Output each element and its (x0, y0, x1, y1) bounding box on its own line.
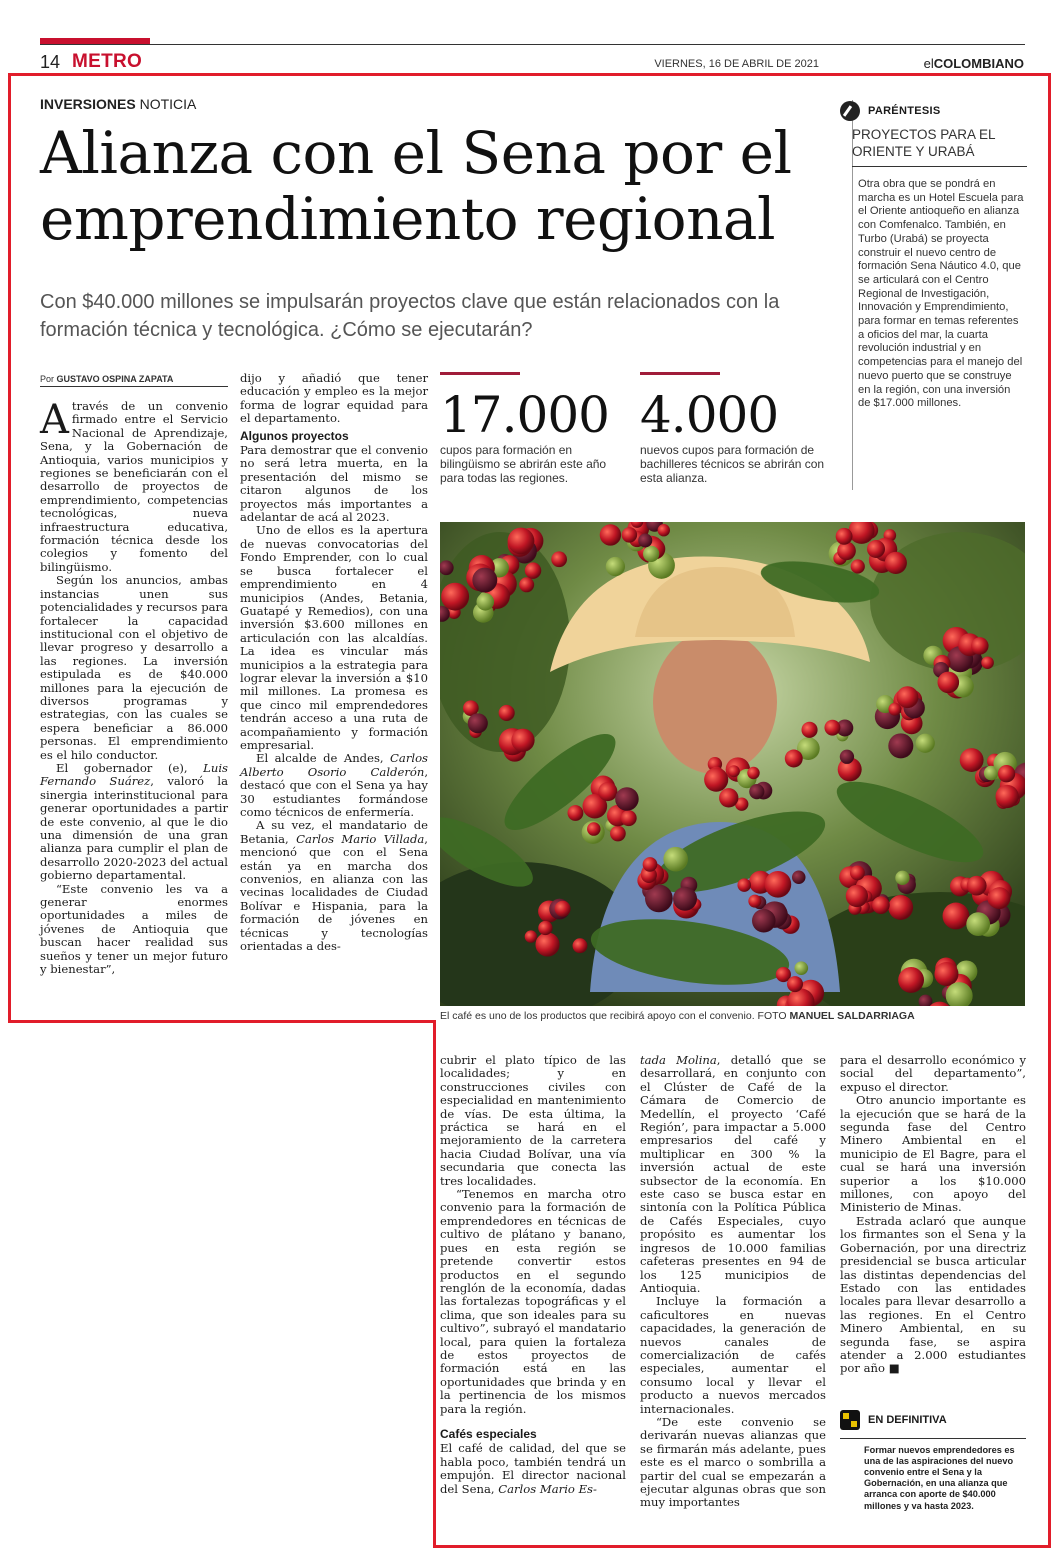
paragraph (40, 397, 228, 574)
paragraph: dijo y añadió que tener educación y empleo es la mejor forma de lograr equidad para el departamento. (240, 371, 428, 426)
coffee-cherry (898, 967, 924, 993)
article-column-1 (40, 397, 228, 977)
coffee-cherry (787, 976, 803, 992)
coffee-cherry (472, 568, 497, 593)
article-column-4 (640, 1054, 826, 1510)
coffee-cherry (867, 540, 885, 558)
article-headline: Alianza con el Sena por el emprendimiento regional (40, 119, 792, 253)
coffee-cherry (966, 912, 990, 936)
stat-number: 4.000 (640, 386, 779, 444)
page-number: 14 (40, 52, 61, 72)
coffee-cherry (511, 729, 534, 752)
coffee-cherry (749, 784, 764, 799)
coffee-cherry (728, 765, 740, 777)
paragraph (840, 1215, 1026, 1376)
coffee-cherry (621, 810, 637, 826)
stat-block (640, 372, 825, 485)
article-column-5 (840, 1054, 1026, 1376)
paragraph (40, 762, 228, 883)
coffee-cherry (888, 703, 901, 716)
coffee-cherry (476, 593, 494, 611)
pen-icon (840, 101, 860, 121)
paragraph: Incluye la formación a caficultores en nuevas capacidades, la generación de nuevos canales de comercialización de cafés especiales, aumentar el consumo local y llevar el producto a nuevos mercados internacionales. (640, 1294, 826, 1416)
coffee-cherry (792, 870, 806, 884)
person-face (653, 630, 777, 774)
coffee-cherry (840, 750, 854, 764)
coffee-cherry (885, 552, 907, 574)
person-name: tada Molina (640, 1053, 717, 1067)
coffee-cherry (719, 788, 738, 807)
coffee-cherry (525, 562, 541, 578)
subhead: Algunos proyectos (240, 428, 349, 443)
byline-rule (40, 386, 228, 387)
checker-icon (840, 1410, 860, 1430)
coffee-cherry (851, 559, 865, 573)
en-definitiva-box (840, 1409, 1026, 1512)
article-deck: Con $40.000 millones se impulsarán proyectos clave que están relacionados con la formación técnica y tecnológica. ¿Cómo se ejecutarán? (40, 291, 780, 341)
coffee-cherry (872, 896, 890, 914)
coffee-cherry (846, 885, 868, 907)
coffee-cherry (638, 533, 652, 547)
coffee-cherry (748, 895, 761, 908)
byline (40, 374, 173, 384)
en-definitiva-rule (840, 1438, 1026, 1439)
coffee-cherry (794, 961, 808, 975)
coffee-cherry (981, 656, 994, 669)
paragraph (440, 1442, 626, 1496)
sidebar-header (840, 100, 1030, 121)
paragraph-text: El café de calidad, del que se habla poco, también tendrá un empujón. El director nacional del Sena, (440, 1441, 626, 1496)
person-name: Carlos Mario Villada (296, 831, 425, 846)
paragraph: Otro anuncio importante es la ejecución que se hará de la segunda fase del Centro Minero Ambiental en el municipio de El Bagre, para el cual se hará una inversión superior a los $10.000 millones, con apoyo del Ministerio de Minas. (840, 1093, 1026, 1215)
section-name: METRO (72, 51, 143, 72)
stat-bar (640, 372, 720, 375)
coffee-cherry (587, 822, 601, 836)
article-column-2 (240, 372, 428, 953)
coffee-cherry (836, 528, 853, 545)
paragraph-text: , mencionó que con el Sena están ya en marcha dos convenios, en alianza con las vecinas localidades de Ciudad Bolívar e Hispania, para la formación de jóvenes en técnicas y tecnologías orientadas a des- (240, 831, 428, 954)
en-definitiva-label: EN DEFINITIVA (868, 1413, 947, 1426)
coffee-cherry (468, 713, 488, 733)
newspaper-prefix: el (923, 56, 934, 71)
paragraph-text: Estrada aclaró que aunque los firmantes son el Sena y la Gobernación, por una directriz presidencial se busca articular las distintas dependencias del Estado con las entidades locales para llevar desarrollo a las regiones. En el Centro Minero Ambiental, en su segunda fase, se aspira atender a 2.000 estudiantes por año (840, 1213, 1026, 1376)
stat-number: 17.000 (440, 386, 609, 444)
coffee-cherry (610, 826, 626, 842)
coffee-cherry (600, 524, 621, 545)
coffee-cherry (673, 887, 697, 911)
coffee-cherry (606, 557, 625, 576)
sidebar-text: Otra obra que se pondrá en marcha es un Hotel Escuela para el Oriente antioqueño en alianza con Comfenalco. También, en Turbo (Urabá) se proyecta construir el nuevo centro de formación Sena Náutico 4.0, que se articulará con el Centro Regional de Investigación, Innovación y Emprendimiento, para formar en temas referentes a oficios del mar, la cuarta revolución industrial y en competencias para el manejo del nuevo puerto que se construye en la región, con una inversión de $17.000 millones. (858, 178, 1024, 410)
byline-prefix: Por (40, 374, 57, 384)
coffee-cherry (568, 805, 584, 821)
paragraph-text: El alcalde de Andes, (256, 751, 391, 766)
coffee-cherry (525, 930, 537, 942)
coffee-cherry (615, 787, 639, 811)
paragraph (240, 752, 428, 819)
coffee-cherry (785, 750, 803, 768)
coffee-cherry (551, 551, 567, 567)
article-column-3 (440, 1054, 626, 1496)
stat-description: cupos para formación en bilingüismo se abrirán este año para todas las regiones. (440, 443, 607, 485)
coffee-cherry (519, 577, 534, 592)
paragraph: Según los anuncios, ambas instancias unen sus potencialidades y recursos para fortalecer la capacidad institucional con el objetivo de llevar progreso y desarrollo a las regiones. La inversión estipulada es de $40.000 millones para la ejecución de diversos programas y estrategias, con las cuales se espera beneficiar a 86.000 personas. El emprendimiento es el hilo conductor. (40, 573, 228, 762)
photo-credit: MANUEL SALDARRIAGA (789, 1010, 915, 1022)
kicker-section: INVERSIONES (40, 96, 136, 112)
paragraph: “Tenemos en marcha otro convenio para la formación de emprendedores en técnicas de cultivo de plátano y banano, pues en esta región se pretende convertir estos productos en el segundo renglón de la economía, dadas las fortalezas topográficas y el clima, que son ideales para su cultivo”, subrayó el mandatario local, para quien la fortaleza de estos proyectos de formación está en las oportunidades que brinda y en la pertinencia de los mismos para la región. (440, 1187, 626, 1416)
paragraph (240, 819, 428, 953)
paragraph-text: El gobernador (e), (56, 760, 204, 775)
coffee-cherry (555, 901, 571, 917)
coffee-cherry (747, 767, 759, 779)
coffee-cherry (643, 857, 658, 872)
paragraph: cubrir el plato típico de las localidades; y en construcciones civiles con especialidad en mantenimiento de vías. De esta última, la práctica se hará en el mejoramiento de la carretera hacia Ciudad Bolívar, una vía secundaria que conecta las tres localidades. (440, 1053, 626, 1188)
coffee-cherry (897, 686, 919, 708)
coffee-cherry (995, 785, 1018, 808)
coffee-cherry (598, 782, 617, 801)
newspaper-name: COLOMBIANO (933, 56, 1024, 71)
coffee-cherry (622, 527, 637, 542)
paragraph-text: A su vez, el mandatario de Betania, (240, 818, 428, 846)
en-definitiva-text: Formar nuevos emprendedores es una de las aspiraciones del nuevo convenio entre el Sena y la Gobernación, en una alianza que arranca con aporte de $40.000 millones y va hasta 2023. (864, 1444, 1015, 1511)
coffee-cherry (888, 895, 913, 920)
stat-description: nuevos cupos para formación de bachilleres técnicos se abrirán con esta alianza. (640, 443, 825, 485)
paragraph (640, 1054, 826, 1295)
coffee-cherry (888, 733, 913, 758)
end-mark: ■ (888, 1361, 900, 1376)
person-name: Luis Fernando Suárez (40, 760, 228, 789)
coffee-cherry (663, 847, 688, 872)
coffee-cherry (538, 921, 552, 935)
kicker-type: NOTICIA (135, 96, 197, 112)
coffee-cherry (824, 720, 840, 736)
paragraph: Uno de ellos es la apertura de nuevas convocatorias del Fondo Emprender, con lo cual se busca fortalecer el emprendimiento en 4 municipios (Andes, Betania, Guatapé y Remedios), con una inversión $3.600 millones en articulación con las alcaldías. La idea es vincular más municipios a la estrategia para lograr elevar la inversión a $10 mil millones. La promesa es que cinco mil emprendedores tendrán acceso a una ruta de acompañamiento y formación empresarial. (240, 523, 428, 752)
header-rule (40, 44, 1025, 45)
paragraph-text: , valoró la sinergia interinstitucional para generar oportunidades a partir de este convenio, al que le dio una dimensión de una gran alianza para cumplir el plan de desarrollo 2020-2023 del actual gobierno departamental. (40, 774, 228, 883)
photo-illustration (440, 522, 1025, 1006)
article-kicker (40, 96, 196, 112)
person-name: Carlos Mario Es- (498, 1481, 597, 1496)
coffee-cherry (934, 962, 958, 986)
coffee-cherry (967, 876, 987, 896)
paragraph: “Este convenio les va a generar enormes oportunidades a miles de jóvenes de Antioquia que buscan hacer realidad sus sueños y tener un mejor futuro y bienestar”, (40, 881, 228, 977)
coffee-cherry (573, 938, 588, 953)
coffee-cherry (943, 903, 970, 930)
coffee-cherry (508, 528, 535, 555)
coffee-cherry (801, 722, 817, 738)
coffee-cherry (535, 932, 559, 956)
coffee-cherry (765, 871, 792, 898)
paragraph-text: través de un convenio firmado entre el Servicio Nacional de Aprendizaje, Sena, y la Gobernación de Antioquia, varios municipios y regiones se beneficiarán con el desarrollo de proyectos de emprendimiento, competencias tecnológicas, nueva infraestructura educativa, formación técnica desde los colegios y fomento del bilingüismo. (40, 399, 228, 574)
paragraph: “De este convenio se derivarán nuevas alianzas que se firmarán más adelante, pues este es el marco o sombrilla a partir del cual se empezarán a ejecutar algunas obras que son muy importantes (640, 1414, 826, 1510)
coffee-photo (440, 522, 1025, 1006)
paragraph-text: , destacó que con el Sena ya hay 30 estudiantes formándose como técnicos de enfermería. (240, 764, 428, 819)
paragraph: para el desarrollo económico y social del departamento”, expuso el director. (840, 1053, 1026, 1094)
coffee-cherry (704, 768, 728, 792)
coffee-cherry (441, 583, 469, 611)
newspaper-logo (924, 56, 1024, 71)
coffee-cherry (971, 637, 989, 655)
coffee-cherry (960, 748, 984, 772)
en-definitiva-header (840, 1409, 1026, 1430)
coffee-cherry (752, 909, 776, 933)
coffee-cherry (499, 705, 515, 721)
highlight-frame-step (8, 1020, 436, 1023)
coffee-cherry (643, 546, 659, 562)
caption-text: El café es uno de los productos que recibirá apoyo con el convenio. FOTO (440, 1010, 790, 1022)
coffee-cherry (850, 865, 865, 880)
sidebar-title: PROYECTOS PARA EL ORIENTE Y URABÁ (852, 126, 1027, 167)
coffee-cherry (988, 887, 1010, 909)
coffee-cherry (658, 524, 670, 536)
drop-cap: A (40, 397, 69, 443)
sidebar-label: PARÉNTESIS (868, 104, 941, 117)
coffee-cherry (916, 734, 935, 753)
person-name: Carlos Alberto Osorio Calderón (240, 751, 428, 779)
byline-author: GUSTAVO OSPINA ZAPATA (56, 374, 174, 384)
photo-caption (440, 1010, 915, 1022)
issue-date: VIERNES, 16 DE ABRIL DE 2021 (654, 58, 819, 70)
coffee-cherry (737, 878, 751, 892)
paragraph-text: , detalló que se desarrollará, en conjunto con el Clúster de Café de la Cámara de Comercio de Medellín, el proyecto ‘Café Región’, para impactar a 5.000 empresarios del café y multiplicar en 300 % la inversión actual de este subsector de la economía. En este caso se busca estar en sintonía con la Política Pública de Cafés Especiales, cuyo propósito es aumentar los ingresos de 10.000 familias cafeteras presentes en 94 de los 125 municipios de Antioquia. (640, 1053, 826, 1295)
coffee-cherry (938, 672, 960, 694)
stat-block (440, 372, 620, 485)
coffee-cherry (998, 765, 1015, 782)
stat-bar (440, 372, 520, 375)
paragraph: Para demostrar que el convenio no será letra muerta, en la presentación del mismo se citaron algunos de los proyectos más importantes a adelantar de acá al 2023. (240, 443, 428, 525)
coffee-cherry (895, 871, 909, 885)
subhead: Cafés especiales (440, 1426, 537, 1441)
